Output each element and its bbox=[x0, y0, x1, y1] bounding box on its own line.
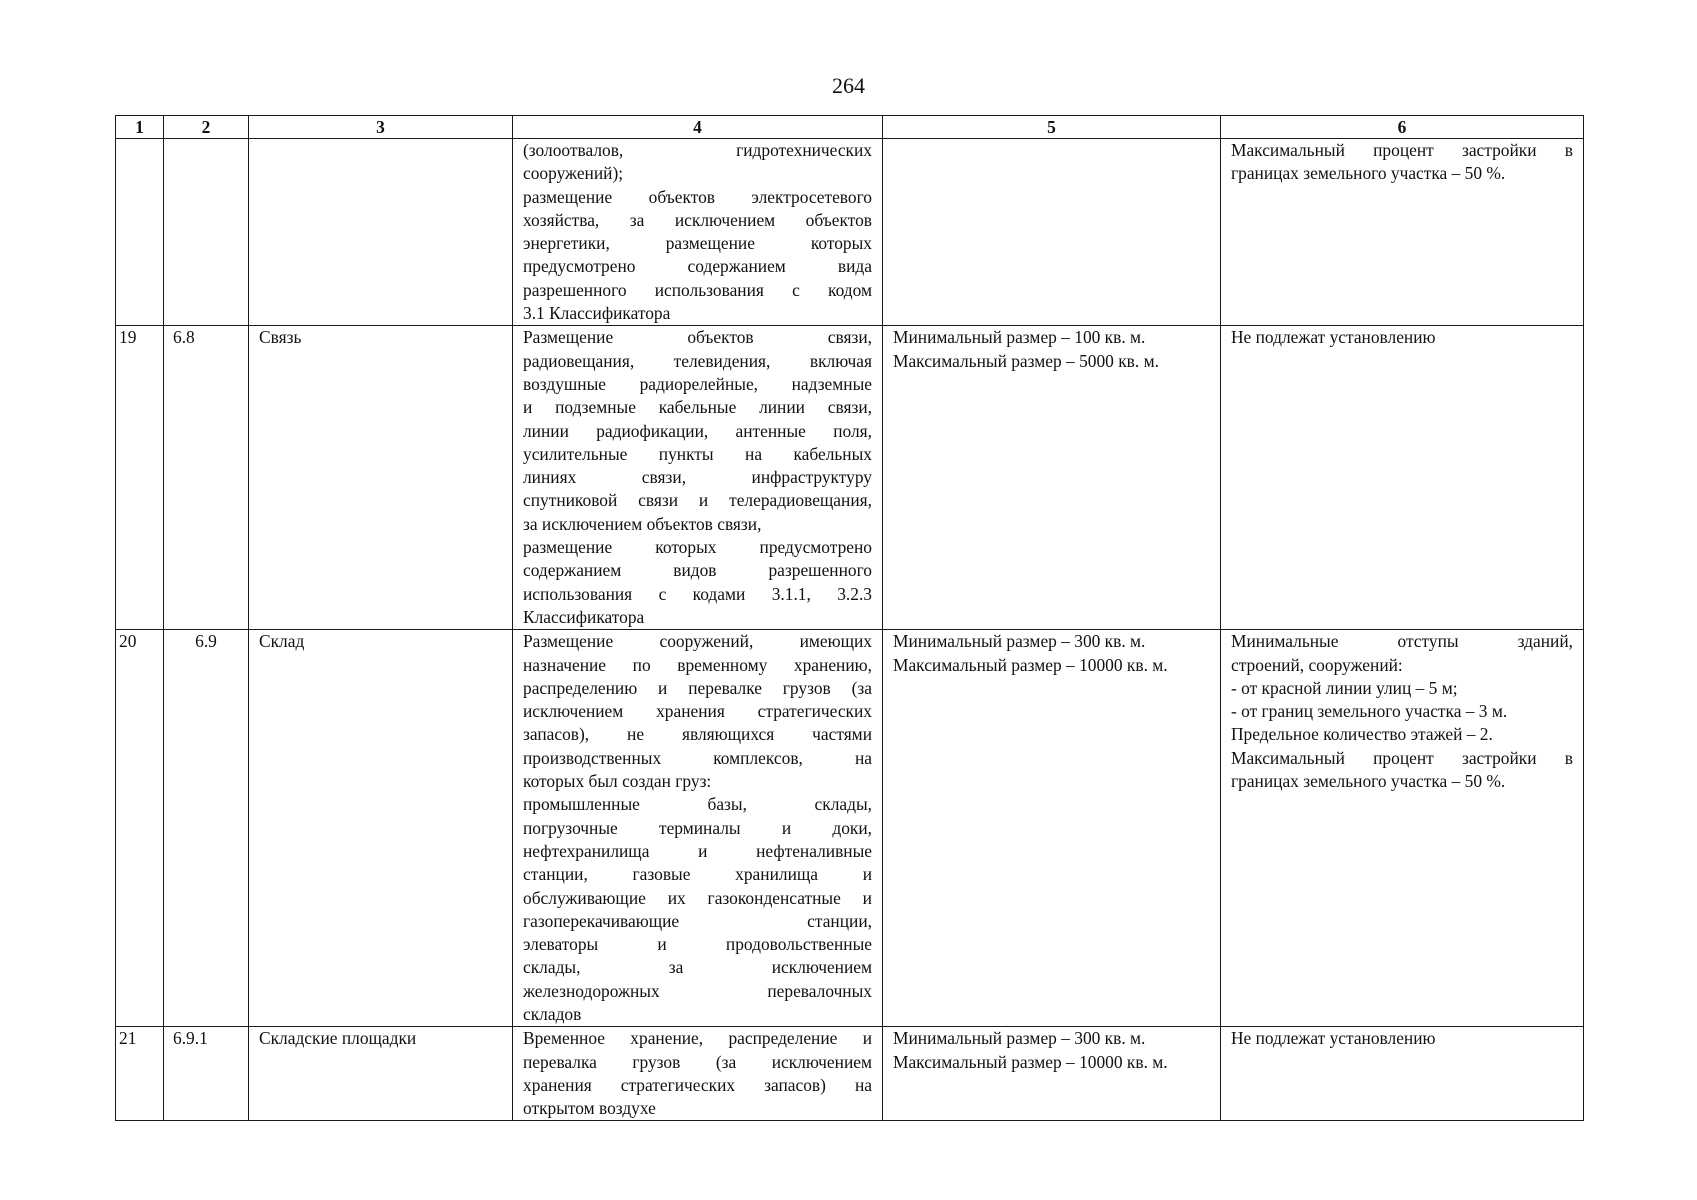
build-limits-line: - от красной линии улиц – 5 м; bbox=[1231, 677, 1458, 698]
build-limits-line: Максимальный процент застройки в bbox=[1231, 747, 1573, 768]
row-number-cell: 19 bbox=[116, 326, 164, 630]
plot-size-line: Минимальный размер – 300 кв. м. bbox=[893, 631, 1146, 652]
use-name-cell: Связь bbox=[249, 326, 513, 630]
description-line: распределению и перевалке грузов (за bbox=[523, 677, 872, 698]
description-line: использования с кодами 3.1.1, 3.2.3 bbox=[523, 583, 872, 604]
build-limits-cell bbox=[1221, 1027, 1584, 1121]
description-line: и подземные кабельные линии связи, bbox=[523, 397, 872, 418]
description-line: которых был создан груз: bbox=[523, 771, 712, 792]
description-line: Размещение сооружений, имеющих bbox=[523, 631, 872, 652]
description-line: нефтехранилища и нефтеналивные bbox=[523, 840, 872, 861]
classifier-code-cell: 6.9 bbox=[164, 630, 249, 1027]
description-cell bbox=[513, 630, 883, 1027]
description-line: хозяйства, за исключением объектов bbox=[523, 209, 872, 230]
classifier-code-cell: 6.9.1 bbox=[164, 1027, 249, 1121]
description-line: элеваторы и продовольственные bbox=[523, 934, 872, 955]
description-line: воздушные радиорелейные, надземные bbox=[523, 373, 872, 394]
description-line: спутниковой связи и телерадиовещания, bbox=[523, 490, 872, 511]
header-cell-5: 5 bbox=[883, 116, 1221, 139]
table-body bbox=[116, 139, 1584, 1121]
description-line: промышленные базы, склады, bbox=[523, 794, 872, 815]
plot-size-cell bbox=[883, 139, 1221, 326]
description-line: железнодорожных перевалочных bbox=[523, 980, 872, 1001]
header-cell-4: 4 bbox=[513, 116, 883, 139]
description-line: Временное хранение, распределение и bbox=[523, 1028, 872, 1049]
description-line: 3.1 Классификатора bbox=[523, 303, 671, 324]
build-limits-line: Минимальные отступы зданий, bbox=[1231, 631, 1573, 652]
description-line: (золоотвалов, гидротехнических bbox=[523, 140, 872, 160]
plot-size-line: Минимальный размер – 300 кв. м. bbox=[893, 1028, 1146, 1049]
description-line: содержанием видов разрешенного bbox=[523, 560, 872, 581]
description-line: Классификатора bbox=[523, 606, 645, 627]
table-header bbox=[116, 116, 1584, 139]
build-limits-line: Не подлежат установлению bbox=[1231, 1028, 1436, 1049]
description-line: предусмотрено содержанием вида bbox=[523, 256, 872, 277]
classifier-code-cell: 6.8 bbox=[164, 326, 249, 630]
description-line: исключением хранения стратегических bbox=[523, 701, 872, 722]
row-number-cell: 21 bbox=[116, 1027, 164, 1121]
description-cell bbox=[513, 326, 883, 630]
table-row bbox=[116, 139, 1584, 326]
use-name-cell: Складские площадки bbox=[249, 1027, 513, 1121]
page-number: 264 bbox=[832, 73, 865, 98]
plot-size-line: Минимальный размер – 100 кв. м. bbox=[893, 327, 1146, 348]
header-row bbox=[116, 116, 1584, 139]
plot-size-cell bbox=[883, 630, 1221, 1027]
build-limits-cell bbox=[1221, 630, 1584, 1027]
header-cell-1: 1 bbox=[116, 116, 164, 139]
description-line: радиовещания, телевидения, включая bbox=[523, 350, 872, 371]
build-limits-cell bbox=[1221, 326, 1584, 630]
description-line: хранения стратегических запасов) на bbox=[523, 1074, 872, 1095]
description-cell bbox=[513, 139, 883, 326]
use-name-cell bbox=[249, 139, 513, 326]
build-limits-line: - от границ земельного участка – 3 м. bbox=[1231, 701, 1508, 722]
description-line: сооружений); bbox=[523, 163, 624, 184]
description-line: разрешенного использования с кодом bbox=[523, 279, 872, 300]
table-row bbox=[116, 630, 1584, 1027]
description-line: линиях связи, инфраструктуру bbox=[523, 467, 872, 488]
description-line: производственных комплексов, на bbox=[523, 747, 872, 768]
description-line: линии радиофикации, антенные поля, bbox=[523, 420, 872, 441]
classifier-code-cell bbox=[164, 139, 249, 326]
description-line: размещение которых предусмотрено bbox=[523, 537, 872, 558]
plot-size-line: Максимальный размер – 10000 кв. м. bbox=[893, 654, 1168, 675]
use-name-cell: Склад bbox=[249, 630, 513, 1027]
build-limits-cell bbox=[1221, 139, 1584, 326]
description-line: энергетики, размещение которых bbox=[523, 233, 872, 254]
table-row bbox=[116, 326, 1584, 630]
description-line: складов bbox=[523, 1003, 582, 1024]
land-use-table bbox=[115, 115, 1584, 1121]
description-line: погрузочные терминалы и доки, bbox=[523, 817, 872, 838]
header-cell-3: 3 bbox=[249, 116, 513, 139]
row-number-cell bbox=[116, 139, 164, 326]
description-line: склады, за исключением bbox=[523, 957, 872, 978]
description-line: назначение по временному хранению, bbox=[523, 654, 872, 675]
plot-size-cell bbox=[883, 326, 1221, 630]
build-limits-line: Не подлежат установлению bbox=[1231, 327, 1436, 348]
build-limits-line: границах земельного участка – 50 %. bbox=[1231, 163, 1506, 184]
description-line: перевалка грузов (за исключением bbox=[523, 1051, 872, 1072]
build-limits-line: Предельное количество этажей – 2. bbox=[1231, 724, 1493, 745]
row-number-cell: 20 bbox=[116, 630, 164, 1027]
build-limits-line: границах земельного участка – 50 %. bbox=[1231, 771, 1506, 792]
plot-size-cell bbox=[883, 1027, 1221, 1121]
description-line: обслуживающие их газоконденсатные и bbox=[523, 887, 872, 908]
build-limits-line: строений, сооружений: bbox=[1231, 654, 1403, 675]
plot-size-line: Максимальный размер – 10000 кв. м. bbox=[893, 1051, 1168, 1072]
description-line: усилительные пункты на кабельных bbox=[523, 443, 872, 464]
description-line: Размещение объектов связи, bbox=[523, 327, 872, 348]
description-line: за исключением объектов связи, bbox=[523, 513, 762, 534]
build-limits-line: Максимальный процент застройки в bbox=[1231, 140, 1573, 160]
header-cell-2: 2 bbox=[164, 116, 249, 139]
description-cell bbox=[513, 1027, 883, 1121]
description-line: открытом воздухе bbox=[523, 1098, 656, 1119]
description-line: газоперекачивающие станции, bbox=[523, 910, 872, 931]
table-row bbox=[116, 1027, 1584, 1121]
plot-size-line: Максимальный размер – 5000 кв. м. bbox=[893, 350, 1159, 371]
description-line: станции, газовые хранилища и bbox=[523, 864, 872, 885]
description-line: размещение объектов электросетевого bbox=[523, 186, 872, 207]
header-cell-6: 6 bbox=[1221, 116, 1584, 139]
description-line: запасов), не являющихся частями bbox=[523, 724, 872, 745]
